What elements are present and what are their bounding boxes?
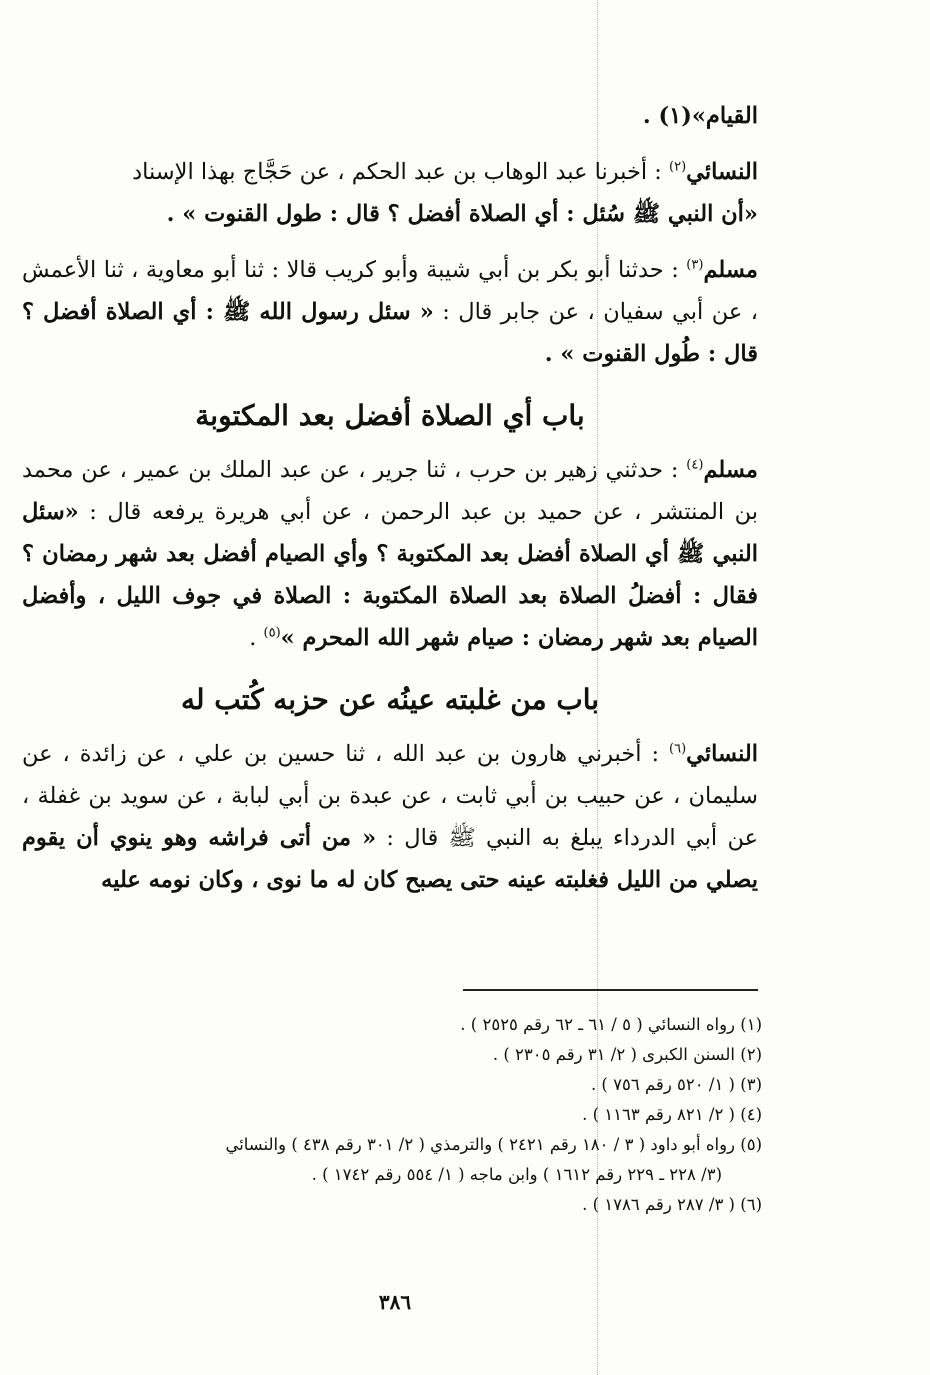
isnad-text: : حدثنا أبو بكر بن أبي شيبة وأبو كريب قالا : ثنا أبو معاوية ، ثنا الأعمش ، عن أبي سفيان ، عن جابر قال : [22,257,759,325]
source-name: النسائي [686,741,758,767]
footnote-item: (٦) ( ٣/ ٢٨٧ رقم ١٧٨٦ ) . [582,1195,762,1214]
footnote-item: (٣) ( ١/ ٥٢٠ رقم ٧٥٦ ) . [590,1075,762,1094]
hadith-text: «سئل النبي ﷺ أي الصلاة أفضل بعد المكتوبة ؟ وأي الصيام أفضل بعد شهر رمضان ؟ فقال : أفضلُ الصلاة بعد الصلاة المكتوبة : الصلاة في جوف الليل ، وأفضل الصيام بعد شهر رمضان : صيام شهر الله المحرم » [22,499,758,651]
footnote-item: (٤) ( ٢/ ٨٢١ رقم ١١٦٣ ) . [582,1105,762,1124]
footnote-ref: (٣) [686,257,704,273]
footnote-ref: (٥) [263,625,281,641]
source-name: مسلم [703,457,758,483]
chapter-heading: باب أي الصلاة أفضل بعد المكتوبة [195,399,585,432]
footnote-ref: (٤) [686,457,704,473]
source-name: مسلم [703,257,758,283]
footnote-item-continuation: (٣/ ٢٢٨ ـ ٢٢٩ رقم ١٦١٢ ) وابن ماجه ( ١/ ٥٥٤ رقم ١٧٤٢ ) . [311,1165,722,1184]
chapter-heading: باب من غلبته عينُه عن حزبه كُتب له [180,683,600,716]
isnad-text: : أخبرنا عبد الوهاب بن عبد الحكم ، عن حَجَّاج بهذا الإسناد [132,159,670,185]
hadith-text: « سئل رسول الله ﷺ : أي الصلاة أفضل ؟ قال : طُول القنوت » . [22,299,758,367]
footnote-separator [463,989,758,991]
paragraph-nasai-2 [22,733,758,901]
footnote-item: (٢) السنن الكبرى ( ٢/ ٣١ رقم ٢٣٠٥ ) . [492,1045,762,1064]
footnote-ref: (٦) [669,741,687,757]
isnad-text: : أخبرني هارون بن عبد الله ، ثنا حسين بن علي ، عن زائدة ، عن سليمان ، عن حبيب بن أبي ثابت ، عن عبدة بن أبي لبابة ، عن سويد بن غفلة ، عن أبي الدرداء يبلغ به النبي ﷺ قال : [22,741,758,851]
footnotes [22,1010,762,1220]
footnote-ref: (٢) [669,159,687,175]
paragraph-muslim-2 [22,449,758,659]
paragraph-continuation: القيام»(١) . [642,103,758,129]
source-name: النسائي [686,159,758,185]
isnad-text: : حدثني زهير بن حرب ، ثنا جرير ، عن عبد الملك بن عمير ، عن محمد بن المنتشر ، عن حميد بن عبد الرحمن ، عن أبي هريرة يرفعه قال : [22,457,758,525]
page-body [22,95,758,901]
punctuation: . [249,625,264,651]
hadith-text: «أن النبي ﷺ سُئل : أي الصلاة أفضل ؟ قال : طول القنوت » . [166,201,758,227]
hadith-text: « من أتى فراشه وهو ينوي أن يقوم يصلي من الليل فغلبته عينه حتى يصبح كان له ما نوى ، وكان نومه عليه [22,825,758,893]
page-number: ٣٨٦ [378,1290,412,1314]
footnote-item: (٥) رواه أبو داود ( ٣ / ١٨٠ رقم ٢٤٢١ ) والترمذي ( ٢/ ٣٠١ رقم ٤٣٨ ) والنسائي [225,1135,762,1154]
paragraph-nasai-1 [22,151,758,235]
paragraph-muslim-1 [22,249,758,375]
footnote-item: (١) رواه النسائي ( ٥ / ٦١ ـ ٦٢ رقم ٢٥٢٥ ) . [460,1015,762,1034]
